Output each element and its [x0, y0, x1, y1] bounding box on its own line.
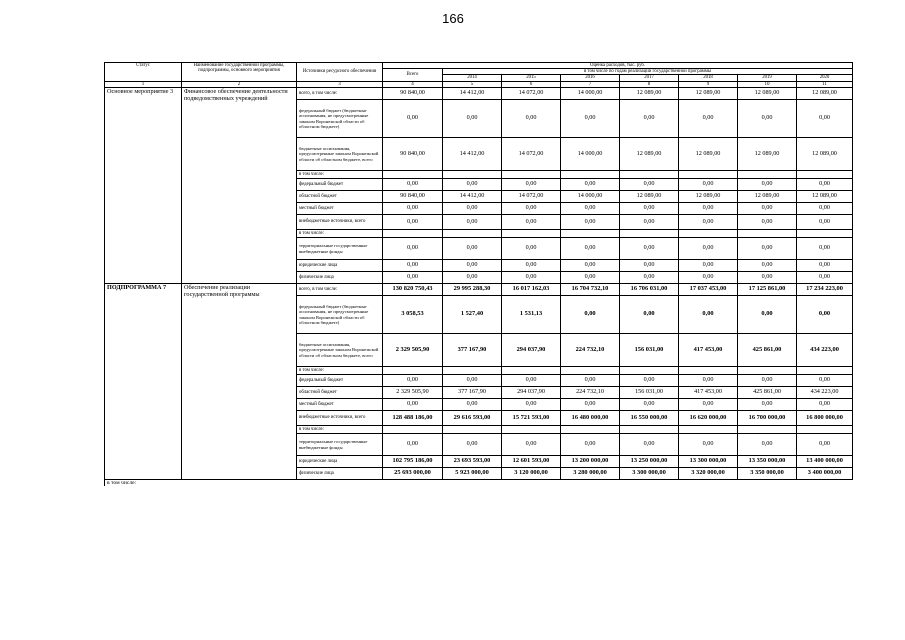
cell-year-value	[797, 171, 853, 179]
cell-year-value: 0,00	[797, 399, 853, 411]
cell-year-value	[738, 367, 797, 375]
header-year: 2014	[443, 75, 502, 81]
cell-year-value	[502, 367, 561, 375]
cell-year-value: 0,00	[738, 260, 797, 272]
cell-year-value: 0,00	[561, 238, 620, 260]
cell-year-value: 13 300 000,00	[679, 456, 738, 468]
cell-year-value: 0,00	[561, 434, 620, 456]
cell-year-value: 417 453,00	[679, 387, 738, 399]
cell-year-value: 3 350 000,00	[738, 468, 797, 480]
tail-text: в том числе:	[105, 480, 853, 487]
cell-total: 0,00	[383, 238, 443, 260]
cell-year-value: 0,00	[620, 238, 679, 260]
cell-year-value: 12 089,00	[620, 88, 679, 100]
cell-year-value: 17 234 223,00	[797, 284, 853, 296]
cell-year-value: 0,00	[679, 203, 738, 215]
cell-year-value: 0,00	[502, 375, 561, 387]
cell-year-value: 0,00	[679, 238, 738, 260]
cell-year-value: 0,00	[561, 203, 620, 215]
cell-year-value: 0,00	[561, 179, 620, 191]
cell-year-value: 16 550 000,00	[620, 411, 679, 426]
row-source: бюджетные ассигнования, предусмотренные законом Воронежской области об областном бюджете, всего	[297, 334, 383, 367]
cell-year-value: 17 037 453,00	[679, 284, 738, 296]
cell-year-value	[738, 171, 797, 179]
table-body	[105, 88, 853, 480]
column-index: 6	[502, 81, 561, 87]
cell-year-value: 156 031,00	[620, 387, 679, 399]
cell-year-value: 12 089,00	[738, 138, 797, 171]
cell-year-value: 0,00	[502, 238, 561, 260]
cell-year-value: 12 089,00	[620, 138, 679, 171]
cell-total	[383, 230, 443, 238]
cell-year-value	[620, 171, 679, 179]
cell-year-value	[620, 230, 679, 238]
cell-year-value: 0,00	[679, 296, 738, 334]
cell-year-value: 16 706 031,00	[620, 284, 679, 296]
cell-year-value: 0,00	[502, 100, 561, 138]
column-index: 9	[679, 81, 738, 87]
cell-year-value	[502, 426, 561, 434]
cell-year-value: 0,00	[561, 215, 620, 230]
cell-year-value	[797, 230, 853, 238]
header-year: 2015	[502, 75, 561, 81]
cell-year-value: 3 400 000,00	[797, 468, 853, 480]
cell-year-value: 0,00	[502, 179, 561, 191]
cell-year-value	[620, 426, 679, 434]
cell-year-value	[738, 426, 797, 434]
cell-year-value: 16 700 000,00	[738, 411, 797, 426]
row-source: федеральный бюджет (бюджетные ассигнования, не предусмотренные законом Воронежской области об областном бюджете)	[297, 100, 383, 138]
cell-total: 0,00	[383, 272, 443, 284]
cell-year-value: 13 400 000,00	[797, 456, 853, 468]
header-by-year: в том числе по годам реализации государственной программы	[443, 69, 853, 75]
row-source: областной бюджет	[297, 191, 383, 203]
cell-year-value: 0,00	[679, 272, 738, 284]
cell-year-value: 0,00	[797, 215, 853, 230]
cell-year-value	[443, 230, 502, 238]
cell-total: 2 329 505,90	[383, 387, 443, 399]
cell-year-value: 14 072,00	[502, 191, 561, 203]
cell-year-value	[679, 367, 738, 375]
row-source: всего, в том числе:	[297, 284, 383, 296]
cell-year-value: 0,00	[620, 375, 679, 387]
cell-year-value: 14 000,00	[561, 88, 620, 100]
cell-year-value: 0,00	[502, 399, 561, 411]
cell-year-value: 29 616 593,00	[443, 411, 502, 426]
cell-year-value: 0,00	[502, 272, 561, 284]
header-year: 2019	[738, 75, 797, 81]
cell-year-value: 0,00	[620, 100, 679, 138]
cell-year-value: 0,00	[561, 272, 620, 284]
header-total: Всего	[383, 69, 443, 81]
cell-total: 3 058,53	[383, 296, 443, 334]
cell-year-value: 16 704 732,10	[561, 284, 620, 296]
column-index: 1	[105, 81, 182, 87]
cell-year-value: 0,00	[797, 434, 853, 456]
cell-year-value: 14 412,00	[443, 138, 502, 171]
cell-year-value	[561, 426, 620, 434]
cell-year-value: 0,00	[443, 272, 502, 284]
row-source: в том числе:	[297, 367, 383, 375]
row-program-name: Финансовое обеспечение деятельности подведомственных учреждений	[182, 88, 297, 284]
cell-year-value: 0,00	[443, 260, 502, 272]
table-row	[105, 88, 853, 100]
cell-year-value: 5 923 000,00	[443, 468, 502, 480]
cell-year-value: 16 017 162,03	[502, 284, 561, 296]
cell-year-value: 0,00	[797, 179, 853, 191]
cell-total: 128 488 186,00	[383, 411, 443, 426]
cell-year-value: 14 412,00	[443, 88, 502, 100]
row-source: в том числе:	[297, 426, 383, 434]
row-source: областной бюджет	[297, 387, 383, 399]
cell-year-value: 0,00	[738, 375, 797, 387]
row-source: в том числе:	[297, 171, 383, 179]
cell-year-value: 0,00	[502, 215, 561, 230]
row-source: территориальные государственные внебюджетные фонды	[297, 434, 383, 456]
table-row	[105, 284, 853, 296]
header-status: Статус	[105, 63, 182, 82]
table-header	[105, 63, 853, 88]
cell-year-value: 0,00	[561, 399, 620, 411]
cell-year-value: 14 000,00	[561, 191, 620, 203]
row-source: физические лица	[297, 468, 383, 480]
cell-year-value: 12 089,00	[738, 88, 797, 100]
cell-year-value: 1 527,40	[443, 296, 502, 334]
cell-year-value	[502, 171, 561, 179]
cell-year-value: 0,00	[679, 399, 738, 411]
cell-year-value: 16 480 000,00	[561, 411, 620, 426]
cell-year-value: 3 120 000,00	[502, 468, 561, 480]
cell-year-value: 12 089,00	[679, 138, 738, 171]
cell-year-value: 0,00	[443, 215, 502, 230]
cell-year-value: 425 861,00	[738, 387, 797, 399]
row-source: местный бюджет	[297, 203, 383, 215]
cell-total: 90 840,00	[383, 138, 443, 171]
cell-year-value	[561, 230, 620, 238]
cell-year-value	[561, 171, 620, 179]
header-source: Источники ресурсного обеспечения	[297, 63, 383, 82]
header-year: 2016	[561, 75, 620, 81]
row-source: федеральный бюджет (бюджетные ассигнования, не предусмотренные законом Воронежской области об областном бюджете)	[297, 296, 383, 334]
cell-year-value	[679, 230, 738, 238]
cell-year-value: 13 350 000,00	[738, 456, 797, 468]
cell-year-value: 15 721 593,00	[502, 411, 561, 426]
cell-total: 0,00	[383, 434, 443, 456]
cell-year-value: 14 412,00	[443, 191, 502, 203]
cell-total: 25 693 000,00	[383, 468, 443, 480]
cell-year-value: 0,00	[620, 215, 679, 230]
cell-year-value: 224 732,10	[561, 334, 620, 367]
cell-total: 130 820 750,43	[383, 284, 443, 296]
cell-year-value: 377 167,90	[443, 334, 502, 367]
cell-year-value	[620, 367, 679, 375]
cell-year-value: 3 300 000,00	[620, 468, 679, 480]
cell-year-value: 12 089,00	[620, 191, 679, 203]
row-source: местный бюджет	[297, 399, 383, 411]
cell-total: 102 795 186,00	[383, 456, 443, 468]
row-status: Основное мероприятие 3	[105, 88, 182, 284]
cell-year-value: 17 125 861,00	[738, 284, 797, 296]
cell-year-value: 12 089,00	[797, 191, 853, 203]
cell-year-value: 0,00	[738, 238, 797, 260]
header-year: 2020	[797, 75, 853, 81]
cell-year-value: 0,00	[443, 203, 502, 215]
cell-year-value: 0,00	[620, 203, 679, 215]
cell-total: 0,00	[383, 375, 443, 387]
cell-year-value: 12 089,00	[679, 88, 738, 100]
cell-year-value: 23 693 593,00	[443, 456, 502, 468]
cell-year-value: 0,00	[738, 203, 797, 215]
row-source: физические лица	[297, 272, 383, 284]
cell-year-value	[679, 171, 738, 179]
cell-year-value: 0,00	[620, 179, 679, 191]
column-index: 8	[620, 81, 679, 87]
cell-year-value: 14 000,00	[561, 138, 620, 171]
cell-year-value	[443, 426, 502, 434]
cell-year-value: 434 223,00	[797, 387, 853, 399]
row-source: бюджетные ассигнования, предусмотренные законом Воронежской области об областном бюджете, всего	[297, 138, 383, 171]
page-number: 166	[442, 11, 464, 26]
cell-year-value: 13 250 000,00	[620, 456, 679, 468]
cell-year-value: 29 995 288,30	[443, 284, 502, 296]
cell-year-value: 0,00	[797, 260, 853, 272]
cell-year-value	[561, 367, 620, 375]
row-program-name: Обеспечение реализации государственной программы	[182, 284, 297, 480]
cell-year-value	[443, 367, 502, 375]
cell-year-value: 1 531,13	[502, 296, 561, 334]
cell-year-value: 3 320 000,00	[679, 468, 738, 480]
cell-year-value: 0,00	[443, 399, 502, 411]
cell-year-value: 0,00	[679, 434, 738, 456]
cell-total: 0,00	[383, 203, 443, 215]
header-estimate: Оценка расходов, тыс. руб.	[383, 63, 853, 69]
cell-total: 0,00	[383, 100, 443, 138]
row-source: юридические лица	[297, 456, 383, 468]
cell-year-value: 156 031,00	[620, 334, 679, 367]
cell-year-value: 0,00	[561, 375, 620, 387]
cell-year-value: 0,00	[738, 434, 797, 456]
row-status: ПОДПРОГРАММА 7	[105, 284, 182, 480]
cell-total: 0,00	[383, 215, 443, 230]
cell-year-value: 0,00	[797, 238, 853, 260]
cell-year-value: 0,00	[738, 272, 797, 284]
cell-year-value: 425 861,00	[738, 334, 797, 367]
column-index: 11	[797, 81, 853, 87]
row-source: в том числе:	[297, 230, 383, 238]
column-index: 3	[297, 81, 383, 87]
cell-year-value: 0,00	[561, 100, 620, 138]
cell-year-value: 3 280 000,00	[561, 468, 620, 480]
cell-year-value: 0,00	[620, 260, 679, 272]
cell-year-value: 0,00	[738, 296, 797, 334]
cell-year-value: 14 072,00	[502, 138, 561, 171]
cell-year-value	[502, 230, 561, 238]
cell-year-value: 14 072,00	[502, 88, 561, 100]
column-index: 7	[561, 81, 620, 87]
cell-year-value: 0,00	[679, 260, 738, 272]
header-year: 2018	[679, 75, 738, 81]
cell-year-value: 0,00	[561, 260, 620, 272]
cell-year-value	[738, 230, 797, 238]
cell-total	[383, 171, 443, 179]
cell-total: 0,00	[383, 399, 443, 411]
cell-year-value: 0,00	[797, 272, 853, 284]
cell-year-value: 12 089,00	[738, 191, 797, 203]
cell-year-value: 12 089,00	[679, 191, 738, 203]
cell-year-value: 294 037,90	[502, 387, 561, 399]
cell-year-value: 0,00	[738, 399, 797, 411]
cell-year-value: 12 089,00	[797, 88, 853, 100]
cell-total	[383, 367, 443, 375]
column-index: 5	[443, 81, 502, 87]
cell-year-value	[797, 426, 853, 434]
row-source: всего, в том числе:	[297, 88, 383, 100]
cell-year-value: 0,00	[443, 238, 502, 260]
cell-year-value: 224 732,10	[561, 387, 620, 399]
cell-year-value: 0,00	[443, 434, 502, 456]
cell-year-value	[443, 171, 502, 179]
cell-year-value: 0,00	[443, 100, 502, 138]
budget-table	[104, 62, 853, 486]
row-source: внебюджетные источники, всего	[297, 411, 383, 426]
row-source: внебюджетные источники, всего	[297, 215, 383, 230]
cell-year-value: 0,00	[797, 375, 853, 387]
cell-year-value: 0,00	[443, 179, 502, 191]
cell-year-value: 0,00	[738, 100, 797, 138]
cell-year-value: 0,00	[620, 399, 679, 411]
cell-year-value: 0,00	[679, 215, 738, 230]
cell-total: 90 840,00	[383, 88, 443, 100]
cell-year-value: 13 200 000,00	[561, 456, 620, 468]
cell-year-value: 0,00	[443, 375, 502, 387]
cell-year-value: 0,00	[738, 215, 797, 230]
cell-year-value: 0,00	[561, 296, 620, 334]
cell-year-value: 294 037,90	[502, 334, 561, 367]
cell-year-value: 0,00	[679, 100, 738, 138]
cell-year-value: 0,00	[620, 296, 679, 334]
cell-year-value: 0,00	[679, 179, 738, 191]
cell-year-value: 417 453,00	[679, 334, 738, 367]
cell-year-value: 0,00	[502, 434, 561, 456]
cell-year-value	[797, 367, 853, 375]
cell-year-value: 12 089,00	[797, 138, 853, 171]
column-index: 2	[182, 81, 297, 87]
cell-year-value: 0,00	[620, 434, 679, 456]
cell-year-value: 0,00	[679, 375, 738, 387]
row-source: федеральный бюджет	[297, 179, 383, 191]
cell-year-value: 16 620 000,00	[679, 411, 738, 426]
header-name: Наименование государственной программы, подпрограммы, основного мероприятия	[182, 63, 297, 82]
cell-total: 0,00	[383, 179, 443, 191]
cell-year-value: 377 167,90	[443, 387, 502, 399]
row-source: территориальные государственные внебюджетные фонды	[297, 238, 383, 260]
cell-year-value: 0,00	[797, 203, 853, 215]
cell-total: 2 329 505,90	[383, 334, 443, 367]
cell-year-value: 0,00	[738, 179, 797, 191]
cell-year-value: 0,00	[797, 296, 853, 334]
row-source: юридические лица	[297, 260, 383, 272]
cell-year-value: 0,00	[620, 272, 679, 284]
cell-total	[383, 426, 443, 434]
cell-year-value	[679, 426, 738, 434]
cell-year-value: 0,00	[797, 100, 853, 138]
cell-year-value: 16 800 000,00	[797, 411, 853, 426]
cell-year-value: 0,00	[502, 260, 561, 272]
cell-year-value: 434 223,00	[797, 334, 853, 367]
column-index: 10	[738, 81, 797, 87]
cell-year-value: 12 601 593,00	[502, 456, 561, 468]
cell-year-value: 0,00	[502, 203, 561, 215]
cell-total: 90 840,00	[383, 191, 443, 203]
header-year: 2017	[620, 75, 679, 81]
column-index: 4	[383, 81, 443, 87]
row-source: федеральный бюджет	[297, 375, 383, 387]
cell-total: 0,00	[383, 260, 443, 272]
